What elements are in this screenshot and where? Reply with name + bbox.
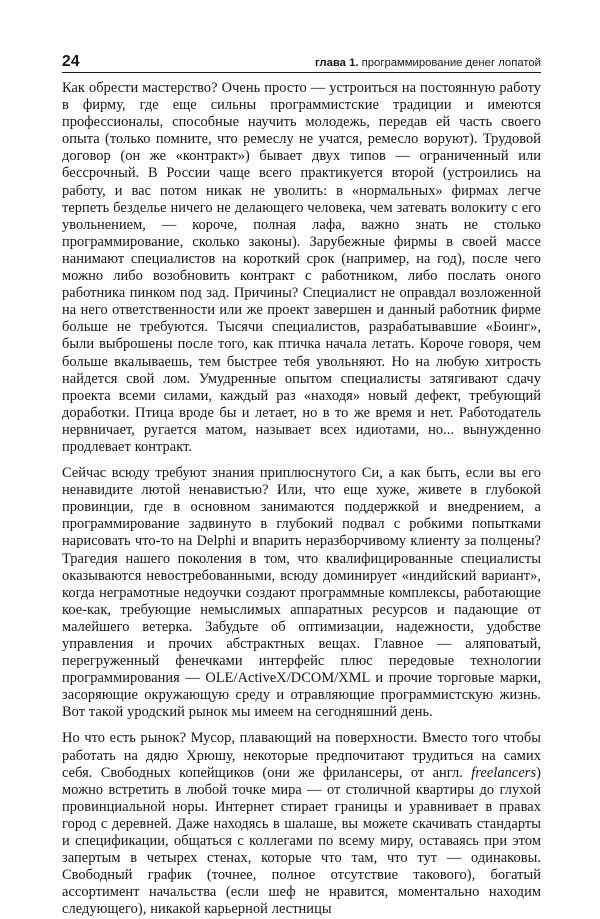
chapter-label: глава 1. xyxy=(314,56,359,69)
chapter-running-title xyxy=(315,58,541,69)
paragraph-3-italic-term: freelancers xyxy=(471,764,537,781)
running-head xyxy=(62,47,541,73)
paragraph-3 xyxy=(62,730,541,918)
paragraph-3-part-b: ) можно встретить в любой точке мира — от столичной квартиры до глухой провинциальной норы. Интернет стирает границы и уравнивает в правах город с деревней. Даже находясь в шалаше, вы можете скачивать стандарты и спецификации, общаться с коллегами по всему миру, оставаясь при этом запертым в четырех стенах, которые что там, что тут — одинаковы. Свободный график (точнее, полное отсутствие такового), богатый ассортимент начальства (если шеф не нравится, моментально находим следующего), никакой карьерной лестницы xyxy=(62,764,541,918)
paragraph-2: Сейчас всюду требуют знания приплюснутого Си, а как быть, если вы его ненавидите лютой ненавистью? Или, что еще хуже, живете в глубокой провинции, где в основном занимаются поддержкой и внедрением, а программирование задвинуто в глубокий подвал с робкими попытками нарисовать что-то на Delphi и впарить неразборчивому клиенту за полцены? Трагедия нашего поколения в том, что квалифицированные специалисты оказываются невостребованными, всюду доминирует «индийский вариант», когда неграмотные недоучки создают программные комплексы, работающие кое-как, требующие немыслимых аппаратных ресурсов и падающие от малейшего ветерка. Забудьте об оптимизации, надежности, удобстве управления и прочих абстрактных вещах. Главное — аляповатый, перегруженный фенечками интерфейс плюс передовые технологии программирования — OLE/ActiveX/DCOM/XML и прочие торговые марки, засоряющие окружающую среду и отравляющие программистскую жизнь. Вот такой уродский рынок мы имеем на сегодняшний день. xyxy=(62,465,541,721)
page-number: 24 xyxy=(62,52,80,70)
body-text-column xyxy=(62,80,541,919)
paragraph-1: Как обрести мастерство? Очень просто — устроиться на постоянную работу в фирму, где еще сильны программистские традиции и имеются профессионалы, способные научить молодежь, передав ей часть своего опыта (только помните, что ремеслу не учатся, ремесло воруют). Трудовой договор (он же «контракт») бывает двух типов — ограниченный или бессрочный. В России чаще всего практикуется второй (устроились на работу, и вас потом никак не уволить: в «нормальных» фирмах легче терпеть безделье ничего не делающего человека, чем затевать волокиту с его увольнением, — короче, полная лафа, важно знать не столько программирование, сколько законы). Зарубежные фирмы в своей массе нанимают специалистов на короткий срок (например, на год), после чего можно либо возобновить контракт с работником, либо послать оного работника пинком под зад. Причины? Специалист не оправдал возложенной на него ответственности или же проект завершен и данный работник фирме больше не требуются. Тысячи специалистов, разрабатывавшие «Боинг», были выброшены после того, как птичка начала летать. Короче говоря, чем больше вкалываешь, тем быстрее тебя увольняют. Но на любую хитрость найдется свой лом. Умудренные опытом специалисты затягивают сдачу проекта всеми силами, каждый раз «находя» новый дефект, требующий доработки. Птица вроде бы и летает, но в то же время и нет. Работодатель нервничает, ругается матом, называет всех идиотами, но... вынужденно продлевает контракт. xyxy=(62,80,541,455)
paragraph-3-part-a: Но что есть рынок? Мусор, плавающий на поверхности. Вместо того чтобы работать на дядю Хрюшу, некоторые предпочитают трудиться на самих себя. Свободных копейщиков (они же фрилансеры, от англ. xyxy=(62,730,541,781)
chapter-title: программирование денег лопатой xyxy=(358,56,541,69)
